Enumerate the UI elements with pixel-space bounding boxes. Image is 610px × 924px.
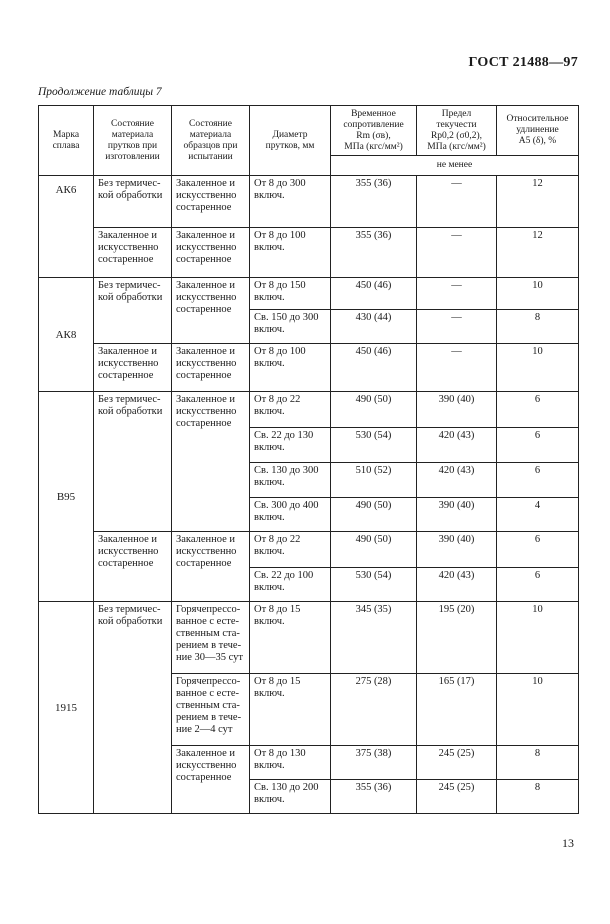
yield-cell: 195 (20) <box>417 602 497 674</box>
diameter-cell: От 8 до 15 включ. <box>250 602 331 674</box>
header-yield: Предел текучести Rp0,2 (σ0,2), МПа (кгс/мм²) <box>417 106 497 156</box>
diameter-cell: От 8 до 22 включ. <box>250 532 331 568</box>
tensile-cell: 450 (46) <box>331 344 417 392</box>
tensile-cell: 275 (28) <box>331 674 417 746</box>
diameter-cell: От 8 до 22 включ. <box>250 392 331 428</box>
tensile-cell: 355 (36) <box>331 780 417 814</box>
header-state-production: Состояние материала прутков при изготовлении <box>94 106 172 176</box>
elongation-cell: 6 <box>497 568 579 602</box>
yield-cell: — <box>417 228 497 278</box>
table-caption: Продолжение таблицы 7 <box>38 86 162 98</box>
header-diameter: Диаметр прутков, мм <box>250 106 331 176</box>
header-grade: Марка сплава <box>39 106 94 176</box>
yield-cell: 420 (43) <box>417 428 497 463</box>
elongation-cell: 6 <box>497 532 579 568</box>
yield-cell: 165 (17) <box>417 674 497 746</box>
header-state-testing: Состояние материала образцов при испытании <box>172 106 250 176</box>
state-production: Закаленное и искусственно состаренное <box>94 344 172 392</box>
elongation-cell: 10 <box>497 674 579 746</box>
state-testing: Закаленное и искусственно состаренное <box>172 532 250 602</box>
state-testing: Горячепрессо- ванное с есте- ственным ста- рением в тече- ние 2—4 сут <box>172 674 250 746</box>
diameter-cell: Св. 130 до 200 включ. <box>250 780 331 814</box>
diameter-cell: От 8 до 100 включ. <box>250 228 331 278</box>
grade-ak6: АК6 <box>39 176 94 278</box>
diameter-cell: Св. 300 до 400 включ. <box>250 498 331 532</box>
elongation-cell: 6 <box>497 463 579 498</box>
elongation-cell: 12 <box>497 176 579 228</box>
state-production: Без термичес- кой обработки <box>94 176 172 228</box>
state-testing: Закаленное и искусственно состаренное <box>172 392 250 532</box>
yield-cell: 390 (40) <box>417 532 497 568</box>
elongation-cell: 10 <box>497 602 579 674</box>
tensile-cell: 375 (38) <box>331 746 417 780</box>
state-production: Без термичес- кой обработки <box>94 278 172 344</box>
yield-cell: — <box>417 176 497 228</box>
elongation-cell: 4 <box>497 498 579 532</box>
diameter-cell: От 8 до 15 включ. <box>250 674 331 746</box>
diameter-cell: От 8 до 300 включ. <box>250 176 331 228</box>
state-testing: Закаленное и искусственно состаренное <box>172 344 250 392</box>
grade-b95: В95 <box>39 392 94 602</box>
standard-header: ГОСТ 21488—97 <box>468 55 578 70</box>
yield-cell: 245 (25) <box>417 780 497 814</box>
header-min-note: не менее <box>331 156 579 176</box>
diameter-cell: Св. 22 до 130 включ. <box>250 428 331 463</box>
grade-ak8: АК8 <box>39 278 94 392</box>
header-tensile: Временное сопротивление Rm (σв), МПа (кгс/мм²) <box>331 106 417 156</box>
tensile-cell: 490 (50) <box>331 532 417 568</box>
elongation-cell: 6 <box>497 428 579 463</box>
elongation-cell: 8 <box>497 310 579 344</box>
tensile-cell: 355 (36) <box>331 176 417 228</box>
yield-cell: 390 (40) <box>417 392 497 428</box>
state-production: Без термичес- кой обработки <box>94 602 172 814</box>
page-number: 13 <box>562 836 574 850</box>
diameter-cell: Св. 150 до 300 включ. <box>250 310 331 344</box>
diameter-cell: От 8 до 130 включ. <box>250 746 331 780</box>
header-elongation: Относительное удлинение A5 (δ), % <box>497 106 579 156</box>
diameter-cell: От 8 до 100 включ. <box>250 344 331 392</box>
tensile-cell: 490 (50) <box>331 392 417 428</box>
state-testing: Закаленное и искусственно состаренное <box>172 278 250 344</box>
yield-cell: 420 (43) <box>417 568 497 602</box>
elongation-cell: 8 <box>497 746 579 780</box>
elongation-cell: 10 <box>497 344 579 392</box>
diameter-cell: От 8 до 150 включ. <box>250 278 331 310</box>
state-testing: Закаленное и искусственно состаренное <box>172 746 250 814</box>
state-testing: Закаленное и искусственно состаренное <box>172 176 250 228</box>
diameter-cell: Св. 130 до 300 включ. <box>250 463 331 498</box>
tensile-cell: 490 (50) <box>331 498 417 532</box>
yield-cell: 390 (40) <box>417 498 497 532</box>
elongation-cell: 12 <box>497 228 579 278</box>
elongation-cell: 8 <box>497 780 579 814</box>
state-production: Закаленное и искусственно состаренное <box>94 228 172 278</box>
yield-cell: — <box>417 344 497 392</box>
tensile-cell: 355 (36) <box>331 228 417 278</box>
state-production: Без термичес- кой обработки <box>94 392 172 532</box>
elongation-cell: 10 <box>497 278 579 310</box>
tensile-cell: 530 (54) <box>331 428 417 463</box>
yield-cell: — <box>417 310 497 344</box>
yield-cell: — <box>417 278 497 310</box>
tensile-cell: 450 (46) <box>331 278 417 310</box>
tensile-cell: 430 (44) <box>331 310 417 344</box>
state-production: Закаленное и искусственно состаренное <box>94 532 172 602</box>
state-testing: Закаленное и искусственно состаренное <box>172 228 250 278</box>
yield-cell: 245 (25) <box>417 746 497 780</box>
grade-1915: 1915 <box>39 602 94 814</box>
tensile-cell: 345 (35) <box>331 602 417 674</box>
tensile-cell: 530 (54) <box>331 568 417 602</box>
elongation-cell: 6 <box>497 392 579 428</box>
properties-table <box>38 105 579 814</box>
diameter-cell: Св. 22 до 100 включ. <box>250 568 331 602</box>
state-testing: Горячепрессо- ванное с есте- ственным ста- рением в тече- ние 30—35 сут <box>172 602 250 674</box>
tensile-cell: 510 (52) <box>331 463 417 498</box>
yield-cell: 420 (43) <box>417 463 497 498</box>
